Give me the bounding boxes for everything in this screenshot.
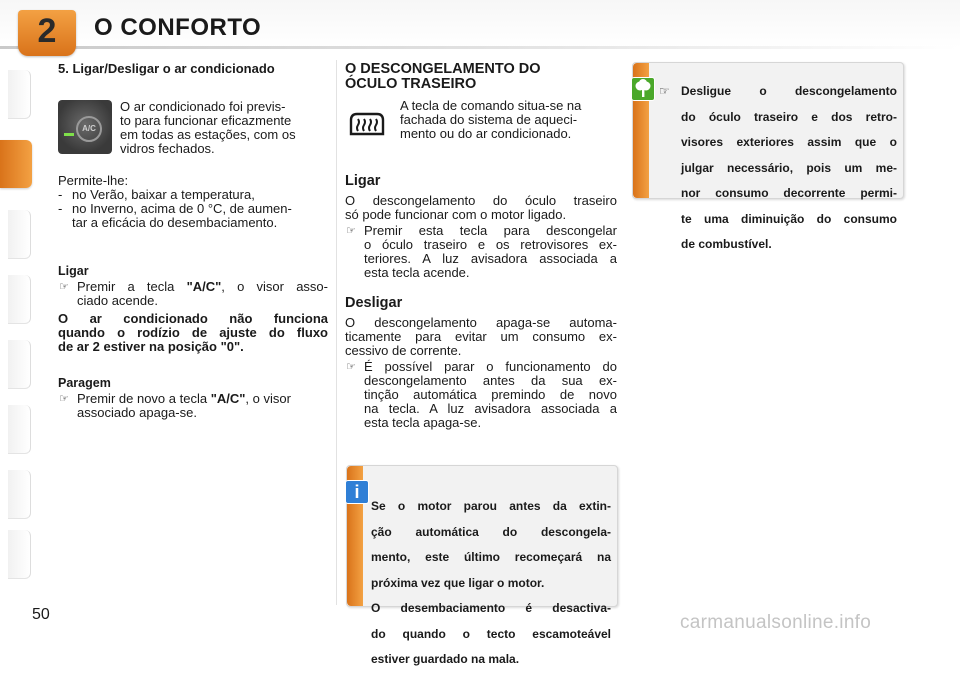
permit-item — [58, 202, 328, 230]
eco-tip-box — [632, 62, 904, 251]
paragem-text: , o visor — [245, 391, 291, 406]
text-line: nor consumo decorrente permi- — [681, 186, 897, 200]
defrost-desligar-block — [345, 296, 617, 430]
rear-defrost-icon — [345, 108, 389, 142]
ac-intro-line: em todas as estações, com os — [120, 127, 296, 142]
defrost-ligar-heading: Ligar — [345, 173, 381, 189]
text-line: Se o motor parou antes da extin- — [371, 499, 611, 513]
section-title-line: O DESCONGELAMENTO DO — [345, 61, 541, 77]
ac-intro-line: to para funcionar eficazmente — [120, 113, 292, 128]
ac-button-icon — [58, 100, 112, 154]
index-tab-2-active[interactable] — [0, 140, 32, 188]
index-tab-3[interactable] — [8, 210, 31, 259]
text-line: O descongelamento apaga-se automa- — [345, 315, 617, 330]
text-line: estiver guardado na mala. — [371, 652, 520, 666]
info-para-2 — [371, 602, 611, 667]
paragem-text: associado apaga-se. — [77, 405, 197, 420]
index-tab-6[interactable] — [8, 405, 31, 454]
dash-bullet: - — [58, 187, 63, 202]
info-para-1 — [371, 500, 611, 590]
text-line: só pode funcionar com o motor ligado. — [345, 207, 567, 222]
chapter-index-tabs — [0, 70, 36, 580]
ligar-heading: Ligar — [58, 264, 89, 278]
text-line: te uma diminuição do consumo — [681, 211, 897, 226]
info-note-box — [346, 465, 618, 666]
ligar-text: Premir a tecla — [77, 279, 187, 294]
index-tab-7[interactable] — [8, 470, 31, 519]
ac-intro-line: O ar condicionado foi previs- — [120, 99, 286, 114]
defrost-intro — [400, 99, 617, 141]
permits-label: Permite-lhe: — [58, 173, 129, 188]
text-line: É possível parar o funcionamento do — [364, 359, 617, 374]
paragem-heading: Paragem — [58, 376, 111, 390]
text-line: cessivo de corrente. — [345, 343, 462, 358]
warning-line: de ar 2 estiver na posição "0". — [58, 339, 244, 354]
page-number: 50 — [32, 606, 50, 623]
ac-key-ref: "A/C" — [210, 391, 246, 406]
watermark: carmanualsonline.info — [680, 612, 872, 633]
tree-icon — [631, 77, 655, 101]
text-line: de combustível. — [681, 237, 772, 251]
permit-item — [58, 188, 328, 202]
text-line: Desligue o descongelamento — [681, 84, 897, 98]
pointer-icon: ☞ — [346, 225, 356, 237]
defrost-intro-line: fachada do sistema de aqueci- — [400, 112, 578, 127]
text-line: visores exteriores assim que o — [681, 135, 897, 149]
text-line: O descongelamento do óculo traseiro — [345, 193, 617, 208]
ligar-instruction — [58, 280, 328, 308]
permit-line: no Inverno, acima de 0 °C, de aumen- — [72, 201, 292, 216]
pointer-icon: ☞ — [59, 281, 69, 293]
paragem-text: Premir de novo a tecla — [77, 391, 211, 406]
permit-line: tar a eficácia do desembaciamento. — [72, 215, 278, 230]
defrost-intro-line: mento ou do ar condicionado. — [400, 126, 572, 141]
ligar-block — [58, 264, 328, 354]
defrost-desligar-instruction — [345, 360, 617, 430]
pointer-icon: ☞ — [659, 84, 670, 98]
ac-intro-line: vidros fechados. — [120, 141, 215, 156]
index-tab-5[interactable] — [8, 340, 31, 389]
text-line: tinção automática premindo de novo — [364, 387, 617, 402]
text-line: o óculo traseiro e os retrovisores ex- — [364, 237, 617, 252]
index-tab-8[interactable] — [8, 530, 31, 579]
text-line: esta tecla apaga-se. — [364, 415, 482, 430]
pointer-icon: ☞ — [346, 361, 356, 373]
defrost-ligar-instruction — [345, 224, 617, 280]
defrost-desligar-text — [345, 316, 617, 358]
section-title-line: ÓCULO TRASEIRO — [345, 76, 477, 92]
text-line: na tecla. A luz avisadora associada a — [364, 401, 617, 416]
text-line: O desembaciamento é desactiva- — [371, 601, 611, 615]
text-line: Premir esta tecla para descongelar — [364, 223, 617, 238]
text-line: esta tecla acende. — [364, 265, 470, 280]
ligar-text: , o visor asso- — [221, 279, 328, 294]
page-header — [0, 0, 960, 60]
text-line: ção automática do descongela- — [371, 524, 611, 539]
info-note-text — [371, 488, 611, 679]
ac-intro — [120, 100, 328, 156]
ac-indicator-led-icon — [64, 133, 74, 136]
left-column — [58, 61, 328, 420]
index-tab-1[interactable] — [8, 70, 31, 119]
warning-line: O ar condicionado não funciona — [58, 311, 328, 326]
eco-tip-text — [659, 73, 897, 264]
column-divider — [336, 60, 337, 605]
defrost-ligar-text — [345, 194, 617, 222]
paragem-block — [58, 376, 328, 420]
item-heading: 5. Ligar/Desligar o ar condicionado — [58, 61, 275, 76]
text-line: descongelamento antes da sua ex- — [364, 373, 617, 388]
text-line: teriores. A luz avisadora associada a — [364, 251, 617, 266]
section-title — [345, 62, 617, 92]
defrost-intro-line: A tecla de comando situa-se na — [400, 98, 582, 113]
eco-tip-item — [659, 85, 897, 252]
text-line: do quando o tecto escamoteável — [371, 626, 611, 641]
ac-key-ref: "A/C" — [186, 279, 222, 294]
pointer-icon: ☞ — [59, 393, 69, 405]
text-line: mento, este último recomeçará na — [371, 550, 611, 564]
header-rule — [0, 46, 960, 49]
defrost-desligar-heading: Desligar — [345, 295, 403, 311]
chapter-number: 2 — [37, 12, 57, 50]
text-line: julgar necessário, pois um me- — [681, 160, 897, 175]
permits-block — [58, 174, 328, 230]
middle-column — [345, 61, 617, 430]
info-icon: i — [345, 480, 369, 504]
paragem-instruction — [58, 392, 328, 420]
permit-line: no Verão, baixar a temperatura, — [72, 187, 255, 202]
dash-bullet: - — [58, 201, 63, 216]
ac-key-label: A/C — [76, 116, 102, 142]
text-line: próxima vez que ligar o motor. — [371, 575, 545, 590]
text-line: ticamente para evitar um consumo ex- — [345, 329, 617, 344]
defrost-ligar-block — [345, 174, 617, 280]
page-title: O CONFORTO — [94, 14, 262, 41]
text-line: do óculo traseiro e dos retro- — [681, 109, 897, 124]
warning-line: quando o rodízio de ajuste do fluxo — [58, 325, 328, 340]
ligar-text: ciado acende. — [77, 293, 158, 308]
ac-warning — [58, 312, 328, 354]
index-tab-4[interactable] — [8, 275, 31, 324]
